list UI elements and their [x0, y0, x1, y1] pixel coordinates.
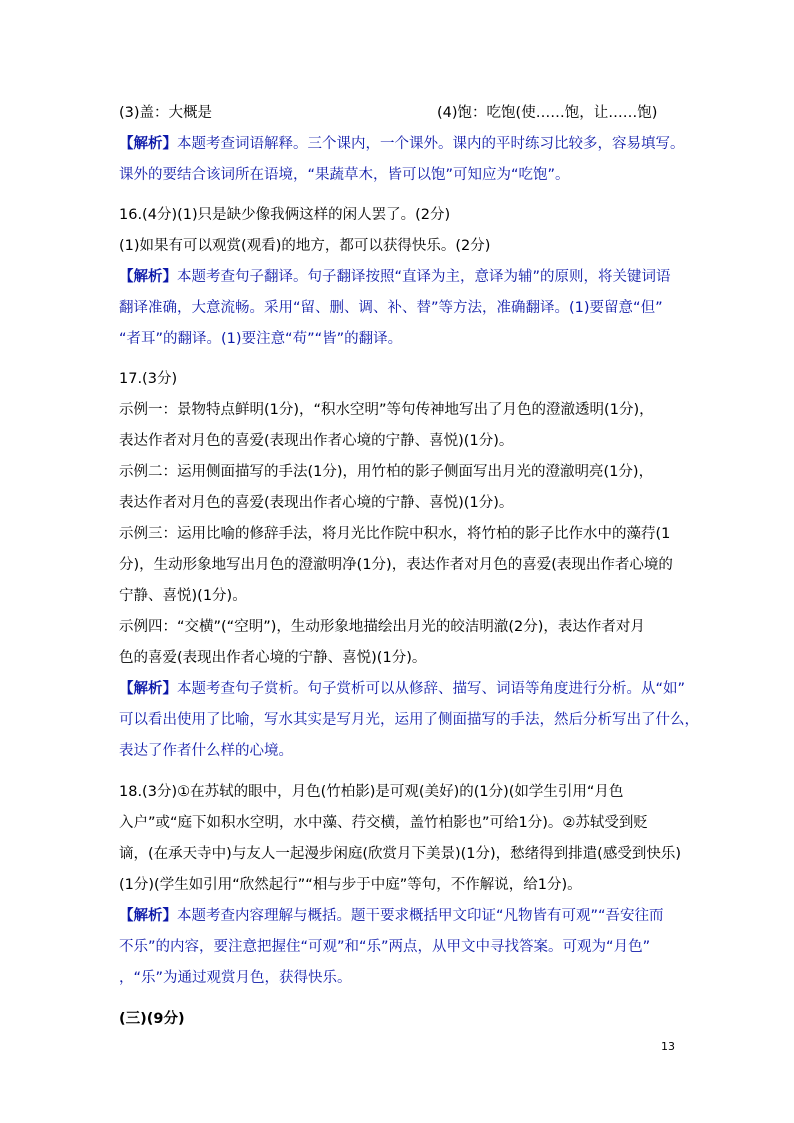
q16-analysis-text: 本题考查句子翻译。句子翻译按照“直译为主，意译为辅”的原则，将关键词语	[177, 269, 671, 285]
q17-analysis-line-2: 可以看出使用了比喻，写水其实是写月光，运用了侧面描写的手法，然后分析写出了什么，	[119, 712, 699, 728]
q18-analysis-text: 本题考查内容理解与概括。题干要求概括甲文印证“凡物皆有可观”“吾安往而	[177, 908, 664, 924]
q16-answer-line-1: 16.(4分)(1)只是缺少像我俩这样的闲人罢了。(2分)	[119, 207, 451, 223]
q17-line-6: 分)，生动形象地写出月色的澄澈明净(1分)，表达作者对月色的喜爱(表现出作者心境的	[119, 557, 673, 573]
q18-line-4: (1分)(学生如引用“欣然起行”“相与步于中庭”等句，不作解说，给1分)。	[119, 877, 582, 893]
q17-line-2: 表达作者对月色的喜爱(表现出作者心境的宁静、喜悦)(1分)。	[119, 433, 514, 449]
section-3-heading: (三)(9分)	[119, 1011, 185, 1027]
q17-line-8: 示例四：“交横”(“空明”)，生动形象地描绘出月光的皎洁明澈(2分)，表达作者对月	[119, 619, 645, 635]
q15-item-4: (4)饱：吃饱(使……饱，让……饱)	[437, 105, 658, 121]
q18-analysis-line-3: ，“乐”为通过观赏月色，获得快乐。	[119, 970, 352, 986]
q17-line-9: 色的喜爱(表现出作者心境的宁静、喜悦)(1分)。	[119, 650, 427, 666]
q17-analysis-line-1	[119, 679, 685, 699]
analysis-tag: 【解析】	[119, 908, 177, 924]
analysis-tag: 【解析】	[119, 269, 177, 285]
q18-line-2: 入户”或“庭下如积水空明，水中藻、荇交横，盖竹柏影也”可给1分)。②苏轼受到贬	[119, 815, 648, 831]
q16-analysis-line-1	[119, 267, 671, 287]
q18-line-3: 谪，(在承天寺中)与友人一起漫步闲庭(欣赏月下美景)(1分)，愁绪得到排遣(感受到快乐)	[119, 846, 681, 862]
q17-analysis-text: 本题考查句子赏析。句子赏析可以从修辞、描写、词语等角度进行分析。从“如”	[177, 681, 686, 697]
q17-line-1: 示例一：景物特点鲜明(1分)，“积水空明”等句传神地写出了月色的澄澈透明(1分)，	[119, 402, 654, 418]
analysis-tag: 【解析】	[119, 681, 177, 697]
q16-analysis-line-2: 翻译准确，大意流畅。采用“留、删、调、补、替”等方法，准确翻译。(1)要留意“但”	[119, 300, 663, 316]
q16-answer-line-2: (1)如果有可以观赏(观看)的地方，都可以获得快乐。(2分)	[119, 238, 491, 254]
q18-analysis-line-2: 不乐”的内容，要注意把握住“可观”和“乐”两点，从甲文中寻找答案。可观为“月色”	[119, 939, 651, 955]
q18-line-1: 18.(3分)①在苏轼的眼中，月色(竹柏影)是可观(美好)的(1分)(如学生引用“月色	[119, 784, 624, 800]
analysis-tag: 【解析】	[119, 136, 177, 152]
q17-analysis-line-3: 表达了作者什么样的心境。	[119, 743, 293, 759]
q17-line-7: 宁静、喜悦)(1分)。	[119, 588, 247, 604]
q15-item-3: (3)盖：大概是	[119, 105, 213, 121]
q17-line-3: 示例二：运用侧面描写的手法(1分)，用竹柏的影子侧面写出月光的澄澈明亮(1分)，	[119, 464, 654, 480]
q17-line-5: 示例三：运用比喻的修辞手法，将月光比作院中积水，将竹柏的影子比作水中的藻荇(1	[119, 526, 671, 542]
q15-analysis-text: 本题考查词语解释。三个课内，一个课外。课内的平时练习比较多，容易填写。	[177, 136, 685, 152]
q15-analysis-line-1	[119, 134, 685, 154]
page-number: 13	[661, 1040, 675, 1053]
q17-heading: 17.(3分)	[119, 371, 178, 387]
q15-answer-line	[119, 103, 658, 123]
q15-analysis-line-2: 课外的要结合该词所在语境，“果蔬草木，皆可以饱”可知应为“吃饱”。	[119, 167, 570, 183]
q17-line-4: 表达作者对月色的喜爱(表现出作者心境的宁静、喜悦)(1分)。	[119, 495, 514, 511]
q18-analysis-line-1	[119, 906, 664, 926]
q16-analysis-line-3: “者耳”的翻译。(1)要注意“苟”“皆”的翻译。	[119, 331, 403, 347]
